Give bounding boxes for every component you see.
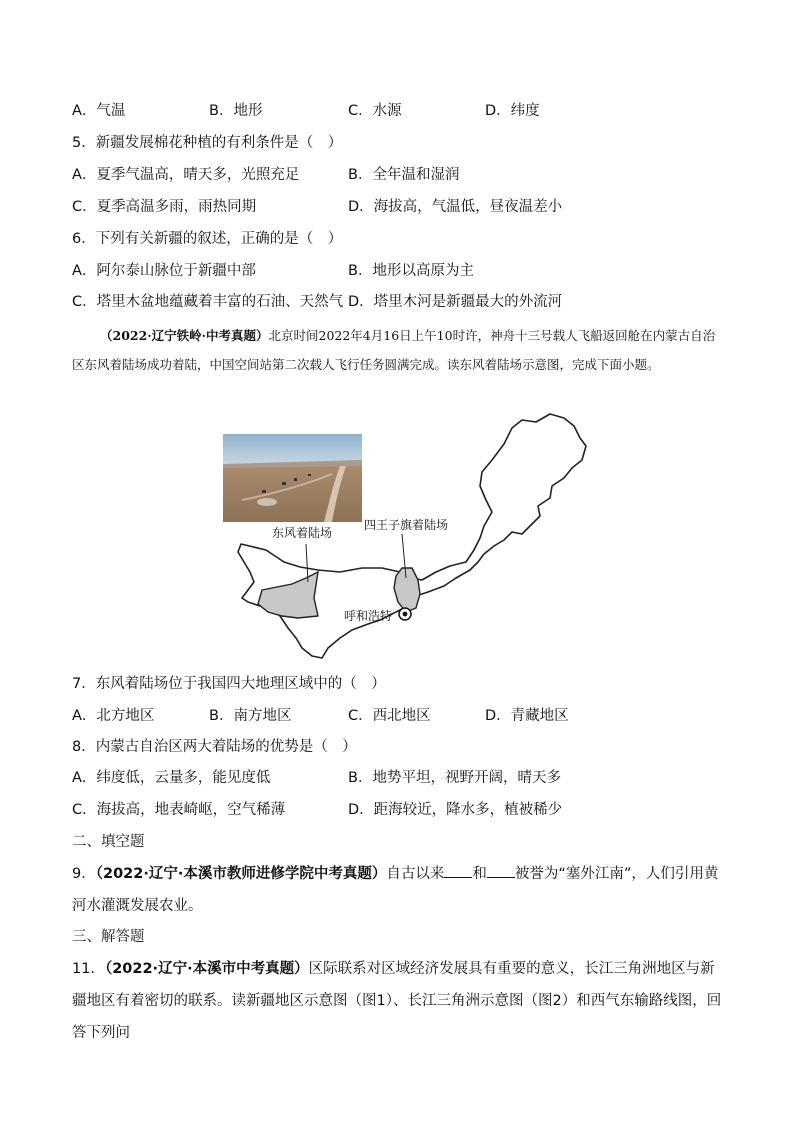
q11-text: 区际联系对区域经济发展具有重要的意义，长江三角洲地区与新疆地区有着密切的联系。读新疆地区示意图（图1）、长江三角洲示意图（图2）和西气东输路线图，回答下列问 (72, 961, 722, 1041)
q11-number: 11． (72, 961, 105, 977)
q6-option-a: A．阿尔泰山脉位于新疆中部 (72, 263, 256, 279)
landing-site-photo (223, 434, 362, 522)
q5-option-d: D．海拔高，气温低，昼夜温差小 (348, 199, 563, 215)
label-hohhot: 呼和浩特 (344, 609, 393, 623)
q8-option-b: B．地势平坦，视野开阔，晴天多 (348, 770, 561, 786)
q5-option-b: B．全年温和湿润 (348, 167, 460, 183)
q4-option-d: D．纬度 (485, 103, 540, 119)
passage-source: （2022·辽宁铁岭·中考真题） (100, 328, 269, 343)
q7-option-b: B．南方地区 (209, 708, 292, 724)
q8-option-a: A．纬度低，云量多，能见度低 (72, 770, 271, 786)
q7-stem: 7．东风着陆场位于我国四大地理区域中的（ ） (72, 676, 386, 692)
q4-option-a: A．气温 (72, 103, 126, 119)
label-dongfeng: 东风着陆场 (272, 526, 333, 540)
q8-stem: 8．内蒙古自治区两大着陆场的优势是（ ） (72, 739, 357, 755)
label-siziwang: 四王子旗着陆场 (364, 518, 449, 532)
q5-option-a: A．夏季气温高，晴天多，光照充足 (72, 167, 300, 183)
q9-text-3: 被誉为“塞外江南”，人们引用黄河水灌溉发展农业。 (72, 866, 719, 914)
hohhot-marker (399, 608, 411, 620)
q9-number: 9． (72, 866, 96, 882)
section-fill-in-heading: 二、填空题 (72, 834, 145, 850)
q5-option-c: C．夏季高温多雨，雨热同期 (72, 199, 257, 215)
q9-source: （2022·辽宁·本溪市教师进修学院中考真题） (95, 866, 387, 882)
q4-option-b: B．地形 (209, 103, 263, 119)
section-answer-heading: 三、解答题 (72, 929, 145, 945)
q4-option-c: C．水源 (348, 103, 402, 119)
q6-stem: 6．下列有关新疆的叙述，正确的是（ ） (72, 231, 343, 247)
q7-option-a: A．北方地区 (72, 708, 155, 724)
q11 (72, 953, 722, 1049)
passage (72, 321, 722, 379)
q9-text-2: 和 (472, 866, 487, 882)
q9-text-1: 自古以来 (386, 866, 445, 882)
passage-text: 北京时间2022年4月16日上午10时许，神舟十三号载人飞船返回舱在内蒙古自治区东风着陆场成功着陆，中国空间站第二次载人飞行任务圆满完成。读东风着陆场示意图，完成下面小题。 (72, 328, 716, 372)
q6-option-b: B．地形以高原为主 (348, 263, 474, 279)
q9 (72, 858, 722, 922)
q11-source: （2022·辽宁·本溪市中考真题） (104, 961, 309, 977)
q6-option-c: C．塔里木盆地蕴藏着丰富的石油、天然气 (72, 294, 344, 310)
q9-blank-1[interactable] (444, 863, 472, 878)
q5-stem: 5．新疆发展棉花种植的有利条件是（ ） (72, 135, 343, 151)
dongfeng-landing-site-map (222, 402, 602, 664)
q8-option-d: D．距海较近，降水多，植被稀少 (348, 802, 563, 818)
q6-option-d: D．塔里木河是新疆最大的外流河 (348, 294, 563, 310)
q9-blank-2[interactable] (487, 863, 515, 878)
q8-option-c: C．海拔高，地表崎岖，空气稀薄 (72, 802, 286, 818)
q7-option-d: D．青藏地区 (485, 708, 569, 724)
q7-option-c: C．西北地区 (348, 708, 431, 724)
